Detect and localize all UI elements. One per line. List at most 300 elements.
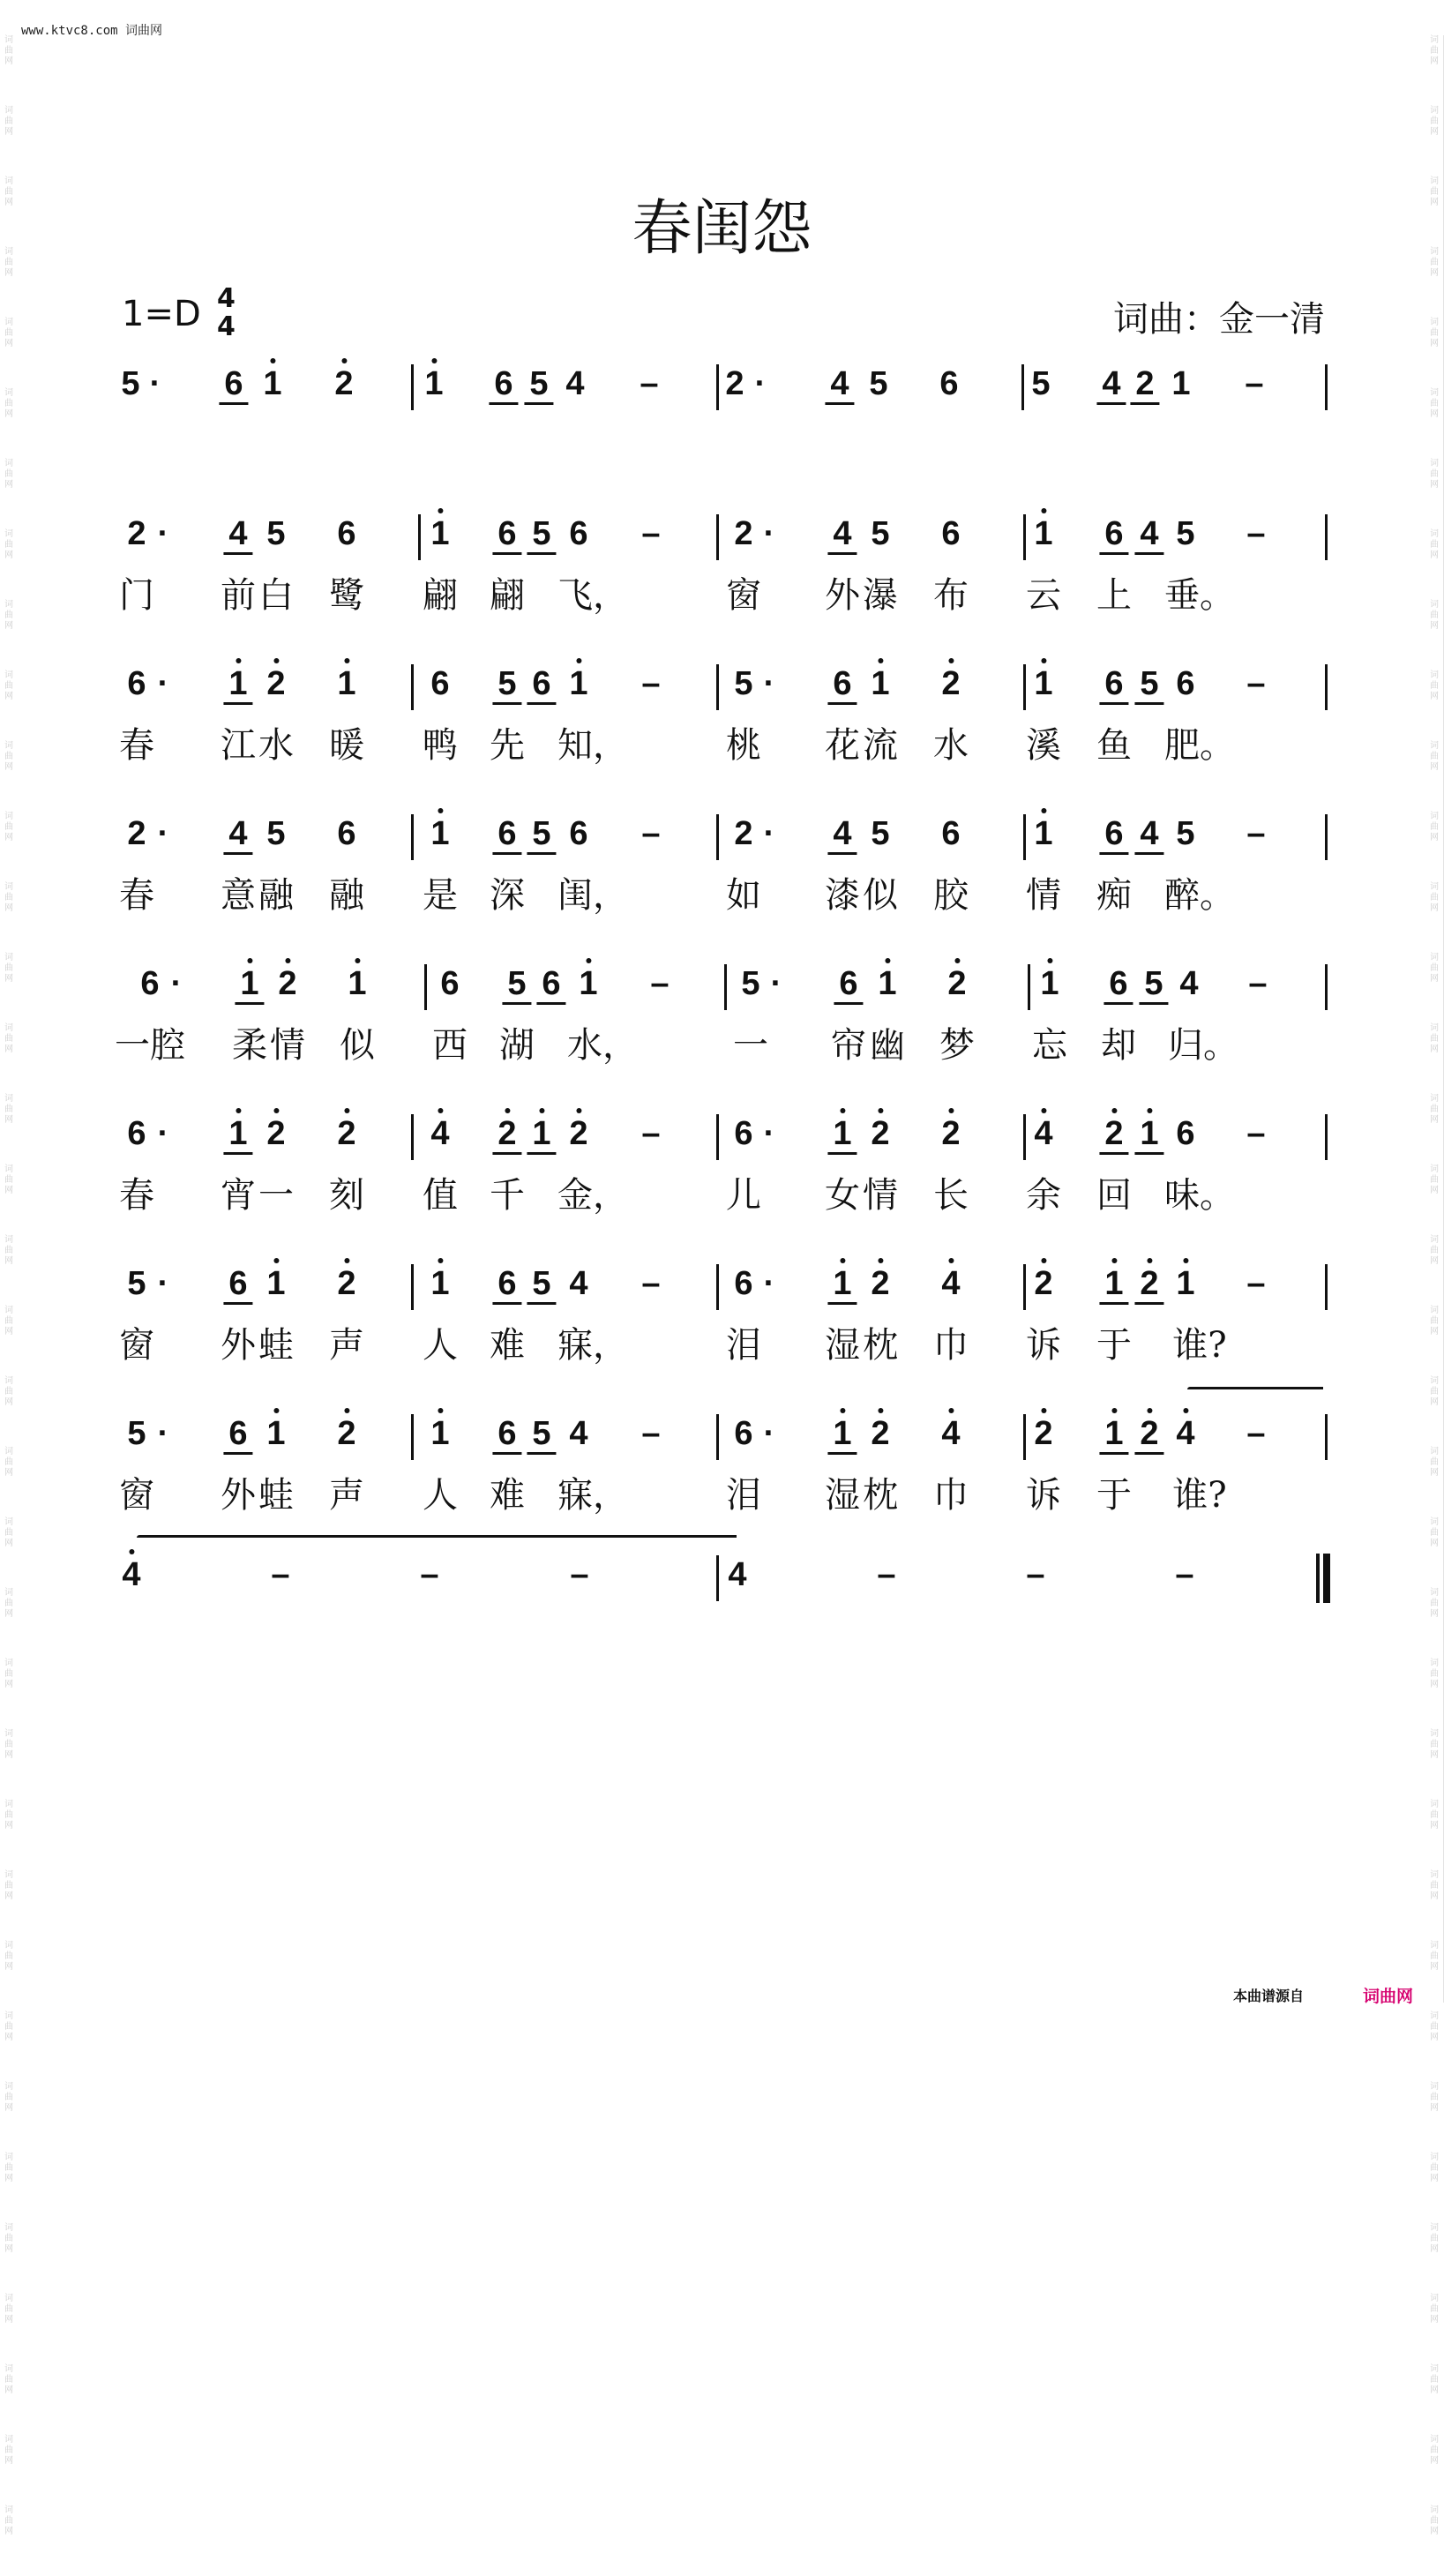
- note: 6: [498, 1415, 517, 1452]
- note: 4: [941, 1265, 961, 1302]
- watermark-text: 词 曲 网: [4, 1941, 13, 1972]
- key-signature: [122, 283, 236, 342]
- watermark-text: 词 曲 网: [1430, 459, 1439, 490]
- note: 1: [833, 1265, 852, 1302]
- note: 5: [1144, 965, 1163, 1002]
- watermark-text: 词 曲 网: [1430, 35, 1439, 66]
- bar-line: [1023, 514, 1026, 560]
- note: 1: [1104, 1265, 1124, 1302]
- watermark-text: 词 曲 网: [1430, 247, 1439, 278]
- watermark-text: 词 曲 网: [4, 106, 13, 137]
- note: 6: [430, 665, 450, 702]
- watermark-text: 词 曲 网: [1430, 2294, 1439, 2325]
- lyric-char: 情: [863, 1175, 898, 1216]
- note: 1: [424, 365, 444, 402]
- note: 6: [440, 965, 460, 1002]
- bar-line: [1023, 1264, 1026, 1310]
- watermark-text: 词 曲 网: [1430, 1094, 1439, 1125]
- note: ·: [170, 965, 183, 1002]
- note: 1: [1176, 1265, 1195, 1302]
- lyric-char: 春: [119, 725, 154, 766]
- bar-line: [411, 1414, 414, 1460]
- watermark-text: 词 曲 网: [1430, 882, 1439, 913]
- bar-line: [1325, 964, 1328, 1010]
- note: 5: [1176, 815, 1195, 852]
- watermark-text: 词 曲 网: [1430, 2153, 1439, 2183]
- watermark-text: 词 曲 网: [4, 1800, 13, 1831]
- watermark-text: 词 曲 网: [1430, 670, 1439, 701]
- watermark-text: 词 曲 网: [1430, 1517, 1439, 1548]
- note: –: [1246, 515, 1266, 552]
- bar-line: [411, 364, 414, 410]
- note: 6: [498, 515, 517, 552]
- watermark-text: 词 曲 网: [4, 1235, 13, 1266]
- lyric-char: 人: [423, 1475, 458, 1516]
- note: 6: [1109, 965, 1128, 1002]
- note: –: [1246, 1115, 1266, 1152]
- watermark-text: 词 曲 网: [1430, 2435, 1439, 2466]
- watermark-text: 词 曲 网: [4, 1447, 13, 1478]
- note: 1: [833, 1115, 852, 1152]
- lyric-char: 如: [726, 875, 761, 916]
- lyric-char: 一: [258, 1175, 294, 1216]
- watermark-text: 词 曲 网: [4, 176, 13, 207]
- lyric-char: 桃: [726, 725, 761, 766]
- watermark-text: 词 曲 网: [1430, 1306, 1439, 1337]
- side-watermark-right: [1427, 35, 1441, 2576]
- lyric-char: 水: [258, 725, 294, 766]
- lyric-char: 意: [221, 875, 256, 916]
- note: 6: [569, 815, 588, 852]
- lyric-char: 刻: [329, 1175, 364, 1216]
- lyric-char: 飞，: [557, 575, 628, 616]
- note: 2: [725, 365, 744, 402]
- note: –: [420, 1556, 439, 1593]
- note: 5: [507, 965, 527, 1002]
- lyric-char: 鱼: [1096, 725, 1132, 766]
- note: –: [641, 1265, 661, 1302]
- bar-line: [1325, 1114, 1328, 1160]
- watermark-text: 词 曲 网: [1430, 2082, 1439, 2113]
- watermark-text: 词 曲 网: [4, 2011, 13, 2042]
- watermark-text: 词 曲 网: [4, 1588, 13, 1619]
- watermark-text: 词 曲 网: [4, 1870, 13, 1901]
- watermark-text: 词 曲 网: [1430, 1376, 1439, 1407]
- watermark-text: 词 曲 网: [1430, 1659, 1439, 1689]
- note: –: [1246, 665, 1266, 702]
- lyric-char: 金，: [557, 1175, 628, 1216]
- watermark-text: 词 曲 网: [1430, 1023, 1439, 1054]
- note: 2: [127, 515, 146, 552]
- lyric-char: 融: [329, 875, 364, 916]
- note: 2: [1034, 1265, 1053, 1302]
- watermark-text: 词 曲 网: [4, 318, 13, 348]
- lyric-char: 花: [825, 725, 860, 766]
- watermark-text: 词 曲 网: [4, 1306, 13, 1337]
- note: 6: [833, 665, 852, 702]
- note: –: [641, 515, 661, 552]
- lyric-char: 湿: [825, 1475, 860, 1516]
- watermark-text: 词 曲 网: [4, 2294, 13, 2325]
- lyric-char: 值: [423, 1175, 458, 1216]
- lyric-char: 梦: [939, 1025, 975, 1066]
- lyric-char: 白: [258, 575, 294, 616]
- note: 4: [1140, 515, 1159, 552]
- watermark-text: 词 曲 网: [1430, 2223, 1439, 2254]
- lyric-char: 似: [340, 1025, 375, 1066]
- lyric-char: 翩: [490, 575, 525, 616]
- note: 2: [498, 1115, 517, 1152]
- note: 1: [266, 1415, 286, 1452]
- note: 1: [430, 815, 450, 852]
- watermark-text: 词 曲 网: [1430, 1164, 1439, 1195]
- lyric-char: 前: [221, 575, 256, 616]
- note: 6: [1104, 665, 1124, 702]
- lyric-char: 上: [1096, 575, 1132, 616]
- note: 6: [569, 515, 588, 552]
- note: 6: [941, 815, 961, 852]
- bar-line: [716, 664, 719, 710]
- note: 1: [1140, 1115, 1159, 1152]
- watermark-text: 词 曲 网: [4, 670, 13, 701]
- watermark-text: 词 曲 网: [1430, 529, 1439, 560]
- side-watermark-left: [2, 35, 16, 2576]
- watermark-text: 词 曲 网: [1430, 1729, 1439, 1760]
- watermark-text: 词 曲 网: [4, 1729, 13, 1760]
- lyric-char: 布: [933, 575, 969, 616]
- note: 1: [1034, 665, 1053, 702]
- lyric-char: 人: [423, 1325, 458, 1366]
- note: ·: [763, 815, 775, 852]
- lyric-char: 幽: [870, 1025, 905, 1066]
- lyric-char: 枕: [863, 1475, 898, 1516]
- note: –: [1175, 1556, 1194, 1593]
- bar-line: [716, 364, 719, 410]
- lyric-char: 春: [119, 875, 154, 916]
- note: 1: [579, 965, 598, 1002]
- lyric-char: 味。: [1164, 1175, 1235, 1216]
- note: 1: [833, 1415, 852, 1452]
- watermark-text: 词 曲 网: [4, 459, 13, 490]
- lyric-char: 情: [1026, 875, 1061, 916]
- note: 4: [430, 1115, 450, 1152]
- lyric-char: 柔: [232, 1025, 267, 1066]
- note: 6: [494, 365, 513, 402]
- note: 6: [1104, 815, 1124, 852]
- watermark-text: 词 曲 网: [4, 2435, 13, 2466]
- note: 5: [1031, 365, 1051, 402]
- note: 5: [871, 815, 890, 852]
- note: 6: [224, 365, 243, 402]
- note: –: [1248, 965, 1268, 1002]
- lyric-char: 诉: [1026, 1475, 1061, 1516]
- watermark-text: 词 曲 网: [4, 2223, 13, 2254]
- note: 6: [337, 815, 356, 852]
- lyric-char: 外: [221, 1475, 256, 1516]
- lyric-char: 枕: [863, 1325, 898, 1366]
- watermark-text: 词 曲 网: [1430, 1800, 1439, 1831]
- note: 4: [565, 365, 585, 402]
- lyric-char: 一: [733, 1025, 768, 1066]
- lyric-char: 却: [1101, 1025, 1136, 1066]
- lyric-char: 难: [490, 1475, 525, 1516]
- lyric-char: 水，: [567, 1025, 638, 1066]
- note: 5: [127, 1265, 146, 1302]
- lyric-char: 流: [863, 725, 898, 766]
- lyric-char: 寐，: [557, 1475, 628, 1516]
- watermark-text: 词 曲 网: [1430, 318, 1439, 348]
- note: 2: [266, 665, 286, 702]
- watermark-text: 词 曲 网: [4, 1517, 13, 1548]
- note: 4: [569, 1415, 588, 1452]
- lyric-char: 肥。: [1164, 725, 1235, 766]
- note: 5: [121, 365, 140, 402]
- watermark-text: 词 曲 网: [4, 1164, 13, 1195]
- watermark-text: 词 曲 网: [1430, 1588, 1439, 1619]
- bar-line: [716, 1264, 719, 1310]
- note: 5: [871, 515, 890, 552]
- note: 4: [833, 515, 852, 552]
- note: 5: [1140, 665, 1159, 702]
- bar-line: [716, 814, 719, 860]
- note: –: [641, 1115, 661, 1152]
- lyric-char: 瀑: [863, 575, 898, 616]
- watermark-text: 词 曲 网: [4, 388, 13, 419]
- bar-line: [411, 664, 414, 710]
- note: 1: [228, 1115, 248, 1152]
- note: ·: [149, 365, 161, 402]
- watermark-text: 词 曲 网: [4, 2082, 13, 2113]
- lyric-char: 声: [329, 1325, 364, 1366]
- watermark-text: 词 曲 网: [4, 741, 13, 772]
- note: 6: [734, 1265, 753, 1302]
- lyric-char: 情: [270, 1025, 305, 1066]
- lyric-char: 窗: [119, 1325, 154, 1366]
- note: 6: [228, 1265, 248, 1302]
- note: 4: [1034, 1115, 1053, 1152]
- note: ·: [157, 515, 169, 552]
- note: 2: [266, 1115, 286, 1152]
- note: 2: [941, 665, 961, 702]
- note: 1: [1104, 1415, 1124, 1452]
- watermark-text: 词 曲 网: [1430, 1447, 1439, 1478]
- note: 4: [1140, 815, 1159, 852]
- note: 4: [1102, 365, 1121, 402]
- note: 6: [140, 965, 160, 1002]
- bar-line: [411, 1114, 414, 1160]
- note: 1: [569, 665, 588, 702]
- lyric-char: 融: [258, 875, 294, 916]
- note: –: [1245, 365, 1264, 402]
- lyric-char: 水: [933, 725, 969, 766]
- lyric-char: 儿: [726, 1175, 761, 1216]
- note: 5: [532, 515, 551, 552]
- note: –: [641, 1415, 661, 1452]
- watermark-text: 词 曲 网: [1430, 2364, 1439, 2395]
- bar-line: [1023, 814, 1026, 860]
- watermark-text: 词 曲 网: [1430, 2505, 1439, 2536]
- lyric-char: 西: [432, 1025, 468, 1066]
- time-top: 4: [217, 283, 236, 314]
- bar-line: [716, 514, 719, 560]
- note: 2: [734, 815, 753, 852]
- lyric-char: 漆: [825, 875, 860, 916]
- lyric-char: 春: [119, 1175, 154, 1216]
- lyric-char: 深: [490, 875, 525, 916]
- note: –: [1246, 1265, 1266, 1302]
- note: 5: [266, 815, 286, 852]
- watermark-text: 词 曲 网: [1430, 741, 1439, 772]
- note: 2: [871, 1265, 890, 1302]
- bar-line: [1325, 1264, 1328, 1310]
- bar-line: [418, 514, 421, 560]
- lyric-char: 巾: [933, 1325, 969, 1366]
- note: –: [1246, 815, 1266, 852]
- lyric-char: 女: [825, 1175, 860, 1216]
- watermark-text: 词 曲 网: [1430, 176, 1439, 207]
- lyric-char: 垂。: [1164, 575, 1235, 616]
- bar-line: [716, 1555, 719, 1601]
- watermark-text: 词 曲 网: [4, 35, 13, 66]
- watermark-text: 词 曲 网: [4, 1023, 13, 1054]
- final-bar-line: [1323, 1554, 1330, 1603]
- note: 4: [228, 515, 248, 552]
- bar-line: [1325, 1414, 1328, 1460]
- watermark-text: 词 曲 网: [4, 600, 13, 631]
- bar-line: [411, 814, 414, 860]
- note: 1: [266, 1265, 286, 1302]
- bar-line: [1021, 364, 1024, 410]
- note: 4: [228, 815, 248, 852]
- lyric-char: 醉。: [1164, 875, 1235, 916]
- note: –: [641, 815, 661, 852]
- lyric-char: 蛙: [258, 1325, 294, 1366]
- bar-line: [724, 964, 727, 1010]
- bar-line: [1325, 514, 1328, 560]
- watermark-text: 词 曲 网: [1430, 106, 1439, 137]
- lyric-char: 泪: [726, 1325, 761, 1366]
- note: 1: [430, 515, 450, 552]
- lyric-char: 胶: [933, 875, 969, 916]
- watermark-text: 词 曲 网: [4, 1376, 13, 1407]
- note: 2: [734, 515, 753, 552]
- watermark-text: 词 曲 网: [1430, 2011, 1439, 2042]
- note: 6: [127, 665, 146, 702]
- note: ·: [763, 1115, 775, 1152]
- note: 1: [430, 1415, 450, 1452]
- lyric-char: 是: [423, 875, 458, 916]
- lyric-char: 帘: [831, 1025, 866, 1066]
- note: 5: [532, 815, 551, 852]
- lyric-char: 长: [933, 1175, 969, 1216]
- footer-site-link[interactable]: 词曲网: [1363, 1987, 1414, 2006]
- note: –: [641, 665, 661, 702]
- note: 1: [871, 665, 890, 702]
- lyric-char: 余: [1026, 1175, 1061, 1216]
- tie-end: [137, 1535, 737, 1538]
- lyric-char: 痴: [1096, 875, 1132, 916]
- note: 4: [1179, 965, 1199, 1002]
- note: 6: [498, 1265, 517, 1302]
- note: 5: [869, 365, 888, 402]
- watermark-text: 词 曲 网: [4, 2364, 13, 2395]
- note: 2: [337, 1265, 356, 1302]
- note: 1: [532, 1115, 551, 1152]
- note: 2: [947, 965, 967, 1002]
- note: 1: [348, 965, 367, 1002]
- watermark-text: 词 曲 网: [1430, 388, 1439, 419]
- final-bar-line: [1316, 1554, 1320, 1603]
- lyric-char: 似: [863, 875, 898, 916]
- note: 5: [266, 515, 286, 552]
- note: 2: [1104, 1115, 1124, 1152]
- lyric-char: 泪: [726, 1475, 761, 1516]
- note: 5: [532, 1415, 551, 1452]
- note: –: [570, 1556, 589, 1593]
- lyric-char: 门: [119, 575, 154, 616]
- note: 1: [1034, 515, 1053, 552]
- lyric-char: 巾: [933, 1475, 969, 1516]
- note: ·: [763, 515, 775, 552]
- bar-line: [1023, 1114, 1026, 1160]
- song-title: 春闺怨: [632, 194, 812, 264]
- lyric-char: 蛙: [258, 1475, 294, 1516]
- note: 2: [871, 1115, 890, 1152]
- lyric-char: 湖: [499, 1025, 535, 1066]
- note: 6: [337, 515, 356, 552]
- lyric-char: 窗: [119, 1475, 154, 1516]
- note: ·: [770, 965, 782, 1002]
- tie-start: [1187, 1387, 1323, 1389]
- watermark-text: 词 曲 网: [4, 882, 13, 913]
- watermark-text: 词 曲 网: [1430, 1870, 1439, 1901]
- watermark-text: 词 曲 网: [1430, 600, 1439, 631]
- note: 1: [263, 365, 282, 402]
- bar-line: [716, 1114, 719, 1160]
- note: 2: [871, 1415, 890, 1452]
- lyric-char: 寐，: [557, 1325, 628, 1366]
- lyric-char: 回: [1096, 1175, 1132, 1216]
- note: 1: [1040, 965, 1059, 1002]
- note: 6: [1104, 515, 1124, 552]
- bar-line: [1325, 364, 1328, 410]
- note: 5: [1176, 515, 1195, 552]
- watermark-text: 词 曲 网: [4, 812, 13, 842]
- watermark-text: 词 曲 网: [4, 247, 13, 278]
- note: –: [640, 365, 659, 402]
- note: 2: [1034, 1415, 1053, 1452]
- lyric-char: 声: [329, 1475, 364, 1516]
- bar-line: [1028, 964, 1030, 1010]
- note: 2: [127, 815, 146, 852]
- lyric-char: 翩: [423, 575, 458, 616]
- note: 1: [430, 1265, 450, 1302]
- note: 5: [127, 1415, 146, 1452]
- lyric-char: 于: [1096, 1325, 1132, 1366]
- site-url[interactable]: www.ktvc8.com 词曲网: [21, 24, 163, 38]
- lyric-char: 忘: [1032, 1025, 1067, 1066]
- lyric-char: 于: [1096, 1475, 1132, 1516]
- note: ·: [763, 1265, 775, 1302]
- watermark-text: 词 曲 网: [4, 953, 13, 984]
- note: ·: [157, 1415, 169, 1452]
- lyric-char: 闺，: [557, 875, 628, 916]
- note: 4: [941, 1415, 961, 1452]
- lyric-char: 一: [115, 1025, 150, 1066]
- note: 1: [1034, 815, 1053, 852]
- note: –: [1246, 1415, 1266, 1452]
- lyric-char: 难: [490, 1325, 525, 1366]
